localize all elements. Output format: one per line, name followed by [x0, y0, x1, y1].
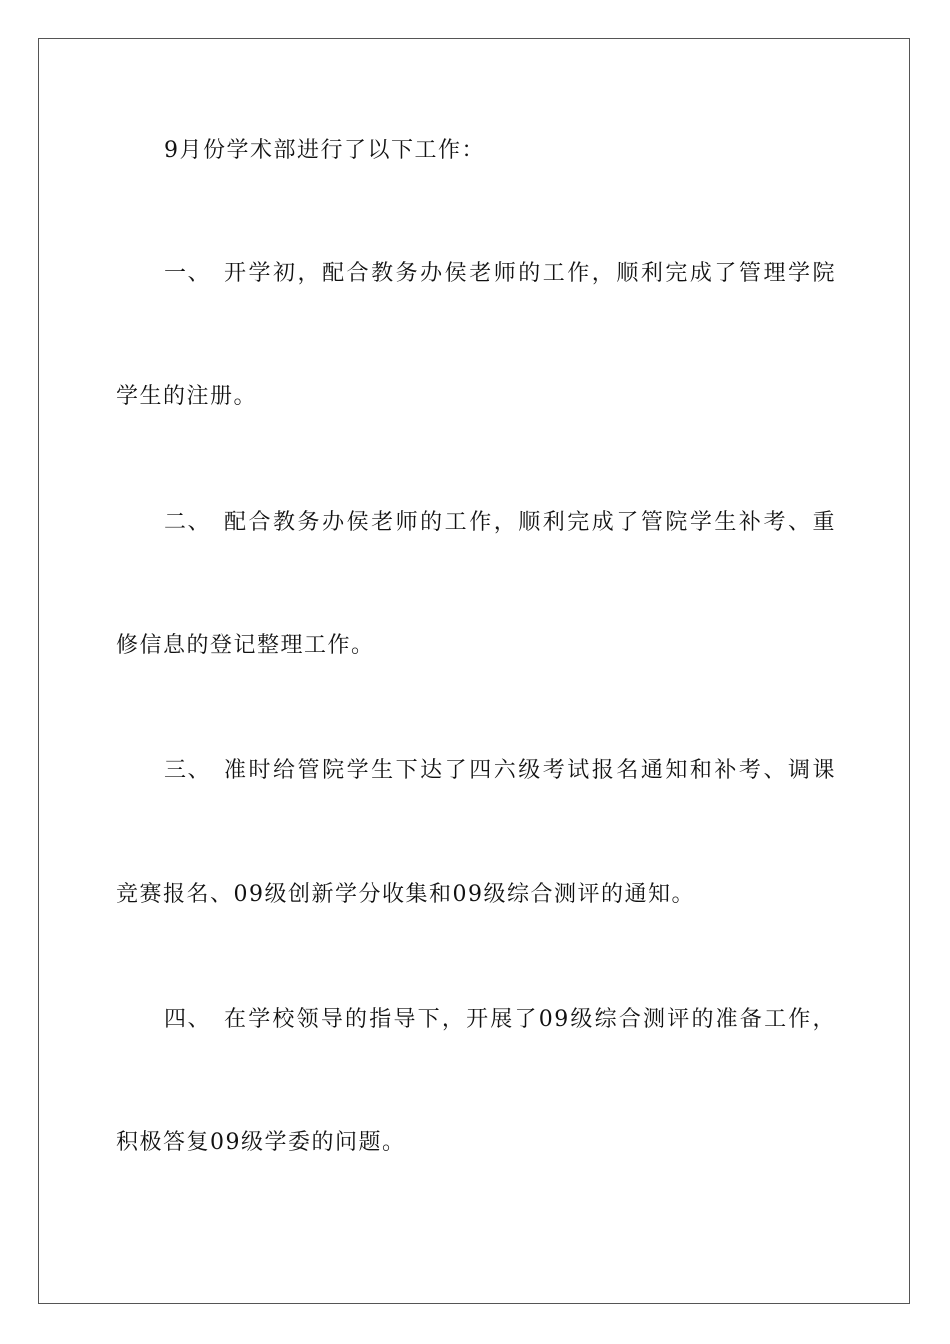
item-3-first-line — [164, 756, 836, 786]
item-4-text: 在学校领导的指导下，开展了09级综合测评的准备工作， — [224, 1007, 836, 1032]
item-4-second-line: 积极答复09级学委的问题。 — [116, 1130, 406, 1155]
intro-text: 9月份学术部进行了以下工作： — [164, 138, 485, 163]
item-4-first-line — [164, 1005, 836, 1035]
item-1-number: 一、 — [164, 261, 212, 286]
page-border — [38, 38, 910, 1304]
item-3-number: 三、 — [164, 758, 212, 783]
item-2-text: 配合教务办侯老师的工作，顺利完成了管院学生补考、重 — [224, 510, 836, 535]
item-2-number: 二、 — [164, 510, 212, 535]
item-3-text: 准时给管院学生下达了四六级考试报名通知和补考、调课 — [224, 758, 836, 783]
item-3-second-line: 竞赛报名、09级创新学分收集和09级综合测评的通知。 — [116, 882, 695, 907]
item-1-text: 开学初，配合教务办侯老师的工作，顺利完成了管理学院 — [224, 261, 836, 286]
item-2-second-line: 修信息的登记整理工作。 — [116, 633, 375, 658]
item-1-second-line: 学生的注册。 — [116, 384, 258, 409]
item-1-first-line — [164, 259, 836, 289]
item-2-first-line — [164, 508, 836, 538]
item-4-number: 四、 — [164, 1007, 212, 1032]
